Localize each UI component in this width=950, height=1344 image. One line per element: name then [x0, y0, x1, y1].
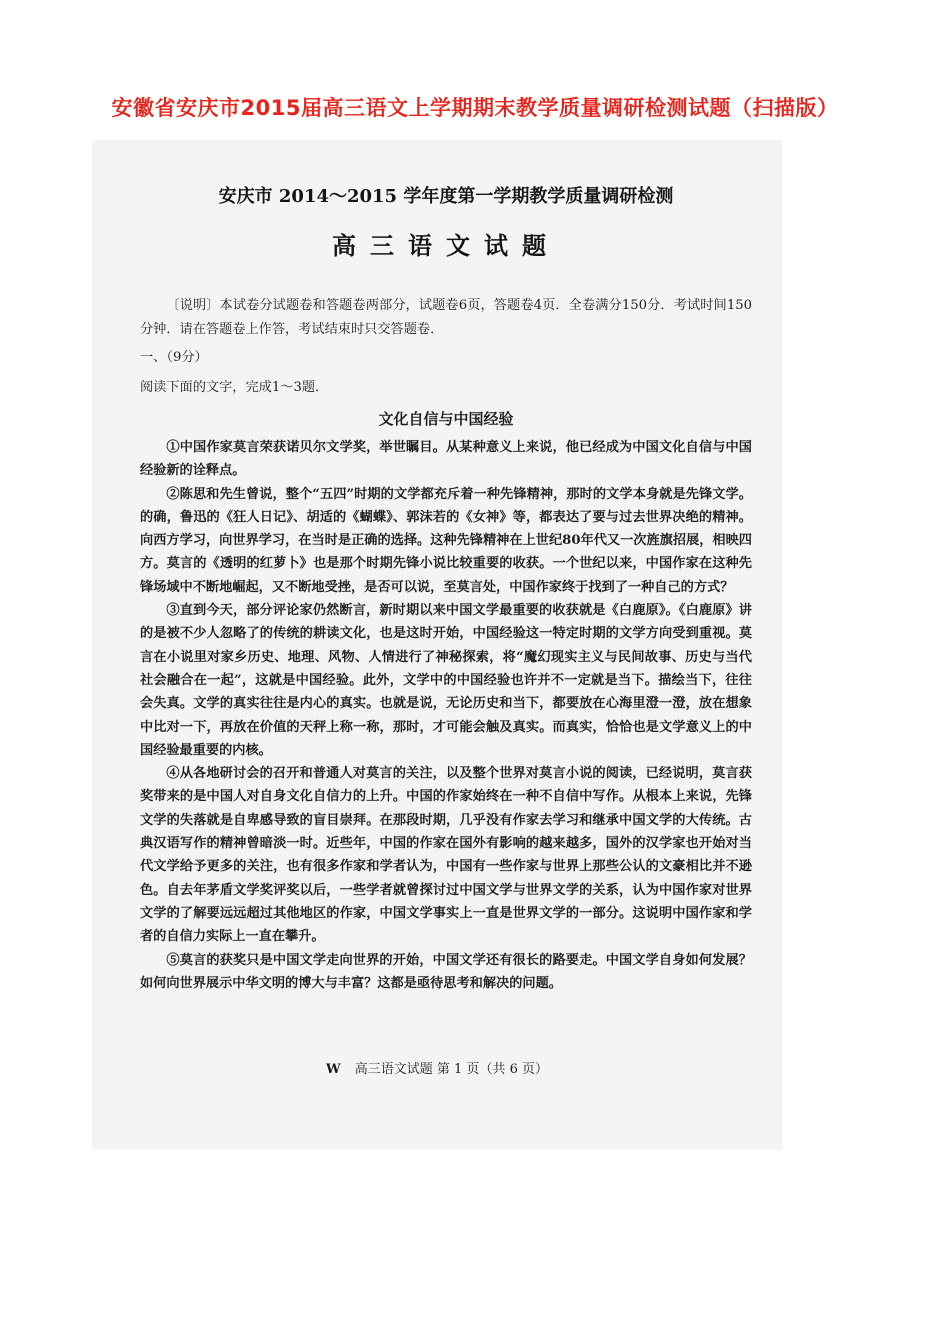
page-footer [92, 1058, 782, 1077]
article-paragraph-2: ②陈思和先生曾说，整个“五四”时期的文学都充斥着一种先锋精神，那时的文学本身就是先锋文学。的确，鲁迅的《狂人日记》、胡适的《蝴蝶》、郭沫若的《女神》等，都表达了要与过去世界决绝的精神。向西方学习，向世界学习，在当时是正确的选择。这种先锋精神在上世纪80年代又一次旌旗招展，相映四方。莫言的《透明的红萝卜》也是那个时期先锋小说比较重要的收获。一个世纪以来，中国作家在这种先锋场域中不断地崛起，又不断地受挫，是否可以说，至莫言处，中国作家终于找到了一种自己的方式？ [140, 486, 752, 595]
exam-header: 安庆市 2014～2015 学年度第一学期教学质量调研检测 [218, 186, 674, 207]
exam-content [140, 176, 752, 995]
reading-instruction: 阅读下面的文字，完成1～3题． [140, 380, 329, 395]
footer-mark: W [326, 1062, 341, 1077]
article-paragraph-5: ⑤莫言的获奖只是中国文学走向世界的开始，中国文学还有很长的路要走。中国文学自身如何发展？如何向世界展示中华文明的博大与丰富？这都是亟待思考和解决的问题。 [140, 952, 752, 991]
article-paragraph-1: ①中国作家莫言荣获诺贝尔文学奖，举世瞩目。从某种意义上来说，他已经成为中国文化自信与中国经验新的诠释点。 [140, 440, 752, 479]
page-title: 安徽省安庆市2015届高三语文上学期期末教学质量调研检测试题（扫描版） [111, 96, 839, 120]
exam-note: 〔说明〕本试卷分试题卷和答题卷两部分，试题卷6页，答题卷4页．全卷满分150分．考试时间150分钟．请在答题卷上作答，考试结束时只交答题卷． [140, 298, 752, 337]
section-heading: 一、（9分） [140, 350, 208, 365]
scanned-exam-page [92, 140, 782, 1150]
article-paragraph-4: ④从各地研讨会的召开和普通人对莫言的关注，以及整个世界对莫言小说的阅读，已经说明，莫言获奖带来的是中国人对自身文化自信力的上升。中国的作家始终在一种不自信中写作。从根本上来说，先锋文学的失落就是自卑感导致的盲目崇拜。在那段时期，几乎没有作家去学习和继承中国文学的大传统。古典汉语写作的精神曾暗淡一时。近些年，中国的作家在国外有影响的越来越多，国外的汉学家也开始对当代文学给予更多的关注，也有很多作家和学者认为，中国有一些作家与世界上那些公认的文豪相比并不逊色。自去年茅盾文学奖评奖以后，一些学者就曾探讨过中国文学与世界文学的关系，认为中国作家对世界文学的了解要远远超过其他地区的作家，中国文学事实上一直是世界文学的一部分。这说明中国作家和学者的自信力实际上一直在攀升。 [140, 766, 752, 945]
footer-page-info: 高三语文试题 第 1 页（共 6 页） [354, 1062, 548, 1077]
exam-title: 高三语文试题 [332, 231, 560, 260]
article-paragraph-3: ③直到今天，部分评论家仍然断言，新时期以来中国文学最重要的收获就是《白鹿原》。《白鹿原》讲的是被不少人忽略了的传统的耕读文化，也是这时开始，中国经验这一特定时期的文学方向受到重视。莫言在小说里对家乡历史、地理、风物、人情进行了神秘探索，将“魔幻现实主义与民间故事、历史与当代社会融合在一起”，这就是中国经验。此外，文学中的中国经验也许并不一定就是当下。描绘当下，往往会失真。文学的真实往往是内心的真实。也就是说，无论历史和当下，都要放在心海里澄一澄，放在想象中比对一下，再放在价值的天秤上称一称，那时，才可能会触及真实。而真实，恰恰也是文学意义上的中国经验最重要的内核。 [140, 603, 752, 758]
article-title: 文化自信与中国经验 [378, 410, 514, 428]
